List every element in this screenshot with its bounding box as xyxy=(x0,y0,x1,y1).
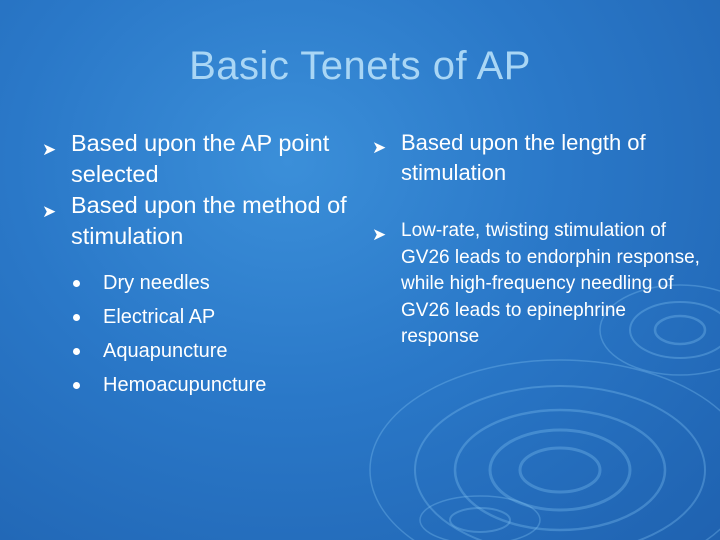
dot-bullet-icon xyxy=(73,314,80,321)
sub-bullet-text: Aquapuncture xyxy=(103,340,228,362)
right-bullet-2 xyxy=(372,218,702,351)
arrow-bullet-icon: ➤ xyxy=(372,138,387,157)
sub-bullet-text: Electrical AP xyxy=(103,306,216,328)
arrow-bullet-icon: ➤ xyxy=(42,140,57,159)
arrow-bullet-icon: ➤ xyxy=(372,225,387,244)
dot-bullet-icon xyxy=(73,280,80,287)
left-bullet-2-text: Based upon the method of stimulation xyxy=(71,192,347,249)
right-bullet-1-text: Based upon the length of stimulation xyxy=(401,130,646,185)
left-column xyxy=(42,128,362,402)
sub-bullet-aquapuncture xyxy=(73,334,362,368)
dot-bullet-icon xyxy=(73,382,80,389)
right-bullet-1 xyxy=(372,128,702,188)
right-bullet-2-text: Low-rate, twisting stimulation of GV26 leads to endorphin response, while high-frequency needling of GV26 leads to epinephrine response xyxy=(401,220,700,347)
sub-bullet-text: Hemoacupuncture xyxy=(103,374,267,396)
arrow-bullet-icon: ➤ xyxy=(42,202,57,221)
sub-bullet-text: Dry needles xyxy=(103,272,210,294)
left-bullet-1-text: Based upon the AP point selected xyxy=(71,130,330,187)
sub-bullet-electrical-ap xyxy=(73,300,362,334)
sub-bullet-dry-needles xyxy=(73,266,362,300)
slide-title: Basic Tenets of AP xyxy=(189,44,531,88)
sub-bullet-hemoacupuncture xyxy=(73,368,362,402)
left-bullet-1 xyxy=(42,128,362,190)
dot-bullet-icon xyxy=(73,348,80,355)
left-bullet-2 xyxy=(42,190,362,252)
right-column xyxy=(372,128,702,351)
sub-bullet-list xyxy=(42,266,362,402)
